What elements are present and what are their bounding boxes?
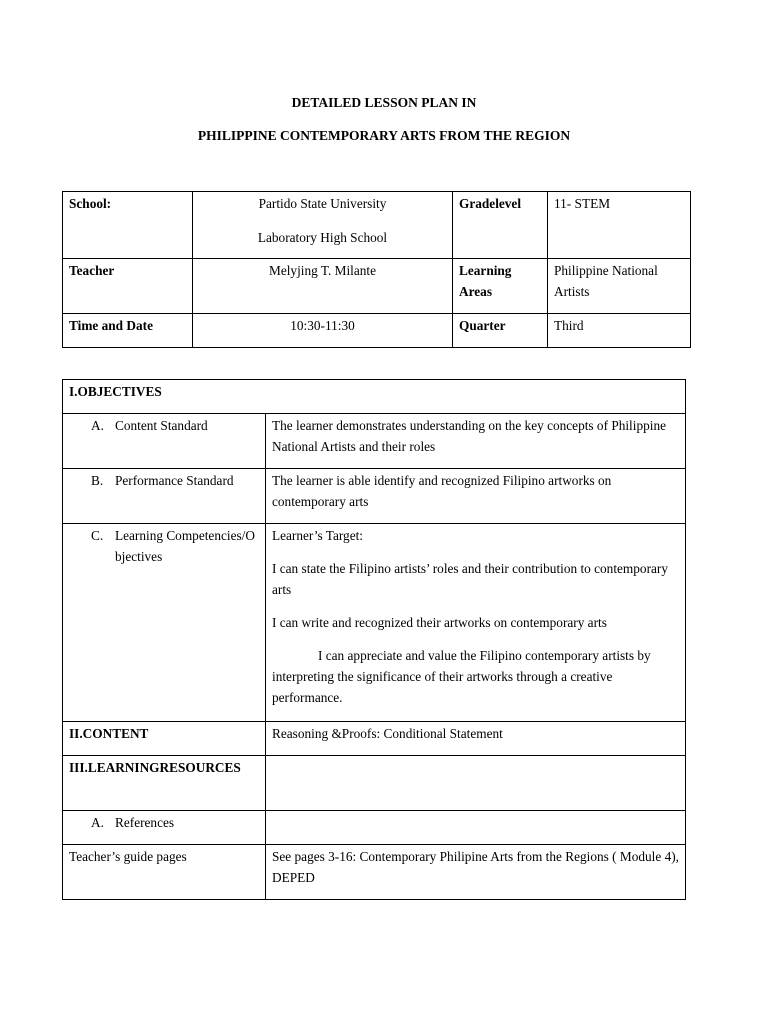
content-heading: II.CONTENT [63,722,266,756]
learners-target-2: I can write and recognized their artworks on contemporary arts [272,615,607,630]
learning-resources-row [63,756,686,811]
competencies-row [63,524,686,722]
learning-resources-heading: III.LEARNINGRESOURCES [63,756,266,811]
school-line-2: Laboratory High School [257,230,388,245]
teachers-guide-row [63,845,686,900]
learning-areas-label-line-1: Learning [459,263,512,278]
objectives-heading: I.OBJECTIVES [63,380,686,414]
competencies-label-cell [63,524,266,722]
content-standard-marker: A. [91,418,104,433]
title-line-2: PHILIPPINE CONTEMPORARY ARTS FROM THE REGION [197,128,571,143]
content-standard-row [63,414,686,469]
learning-areas-value: Philippine National Artists [548,259,691,314]
quarter-label: Quarter [453,314,548,348]
gradelevel-value: 11- STEM [548,192,691,259]
school-line-1: Partido State University [258,196,387,211]
references-row [63,811,686,845]
quarter-value: Third [548,314,691,348]
school-label: School: [63,192,193,259]
time-value: 10:30-11:30 [193,314,453,348]
competencies-text-cell [266,524,686,722]
references-label: References [115,815,175,830]
time-label: Time and Date [63,314,193,348]
references-label-cell [63,811,266,845]
info-row-school [63,192,691,259]
references-empty-cell [266,811,686,845]
teacher-label: Teacher [63,259,193,314]
performance-standard-text: The learner is able identify and recognized Filipino artworks on contemporary arts [266,469,686,524]
teacher-value: Melyjing T. Milante [193,259,453,314]
learners-target-3: I can appreciate and value the Filipino contemporary artists by interpreting the significance of their artworks through a creative performance. [272,648,651,705]
content-standard-label-cell [63,414,266,469]
info-row-time [63,314,691,348]
info-table [62,191,691,348]
competencies-label: Learning Competencies/Objectives [115,528,255,564]
performance-standard-label-cell [63,469,266,524]
performance-standard-row [63,469,686,524]
learners-target-heading: Learner’s Target: [272,528,364,543]
title-line-1: DETAILED LESSON PLAN IN [291,95,477,110]
objectives-row [63,380,686,414]
learning-areas-label-line-2: Areas [459,284,492,299]
gradelevel-label: Gradelevel [453,192,548,259]
content-standard-label: Content Standard [115,418,208,433]
learning-resources-empty-cell [266,756,686,811]
competencies-marker: C. [91,528,104,543]
teachers-guide-label: Teacher’s guide pages [63,845,266,900]
teachers-guide-text: See pages 3-16: Contemporary Philipine Arts from the Regions ( Module 4), DEPED [266,845,686,900]
content-row [63,722,686,756]
learning-areas-label [453,259,548,314]
school-value [193,192,453,259]
content-text: Reasoning &Proofs: Conditional Statement [266,722,686,756]
references-marker: A. [91,815,104,830]
lesson-plan-table [62,379,686,900]
performance-standard-marker: B. [91,473,104,488]
info-row-teacher [63,259,691,314]
content-standard-text: The learner demonstrates understanding on the key concepts of Philippine National Artists and their roles [266,414,686,469]
performance-standard-label: Performance Standard [115,473,234,488]
learners-target-1: I can state the Filipino artists’ roles and their contribution to contemporary arts [272,561,668,597]
